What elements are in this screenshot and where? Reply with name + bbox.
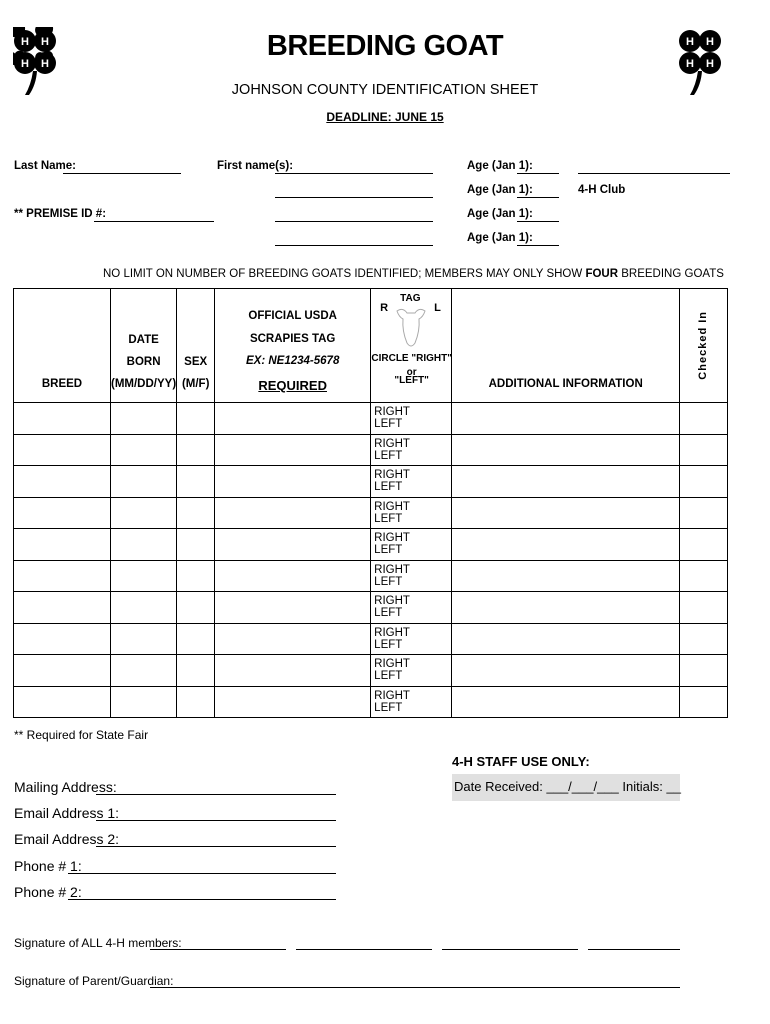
additional-info-cell[interactable] [452, 497, 680, 529]
date-born-cell[interactable] [111, 686, 177, 718]
table-row [14, 497, 728, 529]
checked-in-cell[interactable] [680, 592, 728, 624]
age-label-4: Age (Jan 1): [467, 232, 533, 244]
table-row [14, 403, 728, 435]
checked-in-cell[interactable] [680, 466, 728, 498]
member-signature-field-4[interactable] [588, 939, 680, 950]
svg-text:H: H [21, 58, 29, 70]
additional-info-cell[interactable] [452, 592, 680, 624]
first-name-field-2[interactable] [275, 187, 433, 198]
email-1-label: Email Address 1: [14, 805, 120, 821]
phone-1-field[interactable] [68, 863, 336, 874]
age-field-1[interactable] [517, 163, 559, 174]
right-option[interactable]: RIGHT [374, 469, 410, 482]
show-limit-notice [103, 268, 724, 280]
premise-id-field[interactable] [94, 211, 214, 222]
breed-cell[interactable] [14, 592, 111, 624]
sex-cell[interactable] [177, 403, 215, 435]
ear-left-marker: L [434, 302, 441, 314]
additional-info-cell[interactable] [452, 529, 680, 561]
last-name-field[interactable] [63, 163, 181, 174]
breed-cell[interactable] [14, 623, 111, 655]
mailing-address-label: Mailing Address: [14, 779, 117, 795]
breeding-goat-table [13, 288, 728, 718]
breed-cell[interactable] [14, 560, 111, 592]
checked-in-cell[interactable] [680, 623, 728, 655]
ear-cell[interactable] [371, 466, 452, 498]
svg-text:H: H [41, 36, 49, 48]
ear-right-marker: R [380, 302, 389, 314]
header-checked-in: Checked In [680, 289, 728, 403]
left-option[interactable]: LEFT [374, 449, 403, 462]
additional-info-cell[interactable] [452, 623, 680, 655]
table-row [14, 686, 728, 718]
scrapies-tag-cell[interactable] [215, 623, 371, 655]
scrapies-tag-cell[interactable] [215, 403, 371, 435]
svg-text:H: H [686, 36, 694, 48]
ear-cell[interactable] [371, 497, 452, 529]
additional-info-cell[interactable] [452, 686, 680, 718]
staff-use-title: 4-H STAFF USE ONLY: [452, 754, 590, 769]
date-born-cell[interactable] [111, 560, 177, 592]
scrapies-tag-cell[interactable] [215, 434, 371, 466]
table-row [14, 592, 728, 624]
mailing-address-field[interactable] [96, 784, 336, 795]
parent-signature-field[interactable] [150, 977, 680, 988]
sex-cell[interactable] [177, 560, 215, 592]
ear-cell[interactable] [371, 434, 452, 466]
parent-signature-label: Signature of Parent/Guardian: [14, 974, 174, 988]
checked-in-cell[interactable] [680, 434, 728, 466]
additional-info-cell[interactable] [452, 655, 680, 687]
header-breed: BREED [14, 289, 111, 403]
age-label-3: Age (Jan 1): [467, 208, 533, 220]
sex-cell[interactable] [177, 466, 215, 498]
checked-in-cell[interactable] [680, 655, 728, 687]
member-signature-label: Signature of ALL 4-H members: [14, 936, 182, 950]
date-born-cell[interactable] [111, 592, 177, 624]
date-born-cell[interactable] [111, 623, 177, 655]
date-born-cell[interactable] [111, 434, 177, 466]
left-option[interactable]: LEFT [374, 418, 403, 431]
date-born-cell[interactable] [111, 466, 177, 498]
sex-cell[interactable] [177, 434, 215, 466]
first-name-field-4[interactable] [275, 235, 433, 246]
breed-cell[interactable] [14, 466, 111, 498]
notice-emphasis: FOUR [585, 268, 619, 280]
club-label: 4-H Club [578, 184, 626, 196]
date-born-cell[interactable] [111, 655, 177, 687]
svg-text:H: H [21, 36, 29, 48]
phone-2-field[interactable] [68, 889, 336, 900]
breed-cell[interactable] [14, 403, 111, 435]
date-born-cell[interactable] [111, 403, 177, 435]
left-option[interactable]: LEFT [374, 607, 403, 620]
sex-cell[interactable] [177, 592, 215, 624]
member-signature-field-1[interactable] [150, 939, 286, 950]
left-option[interactable]: LEFT [374, 512, 403, 525]
club-field[interactable] [578, 163, 730, 174]
date-born-cell[interactable] [111, 497, 177, 529]
member-signature-field-2[interactable] [296, 939, 432, 950]
left-option[interactable]: LEFT [374, 701, 403, 714]
left-option[interactable]: LEFT [374, 575, 403, 588]
svg-text:H: H [706, 36, 714, 48]
svg-text:H: H [41, 58, 49, 70]
age-label-1: Age (Jan 1): [467, 160, 533, 172]
left-option[interactable]: LEFT [374, 670, 403, 683]
sex-cell[interactable] [177, 497, 215, 529]
right-option[interactable]: RIGHT [374, 532, 410, 545]
email-2-label: Email Address 2: [14, 831, 120, 847]
right-option[interactable]: RIGHT [374, 406, 410, 419]
table-row [14, 623, 728, 655]
scrapies-tag-cell[interactable] [215, 466, 371, 498]
checked-in-cell[interactable] [680, 403, 728, 435]
first-name-field-1[interactable] [275, 163, 433, 174]
additional-info-cell[interactable] [452, 560, 680, 592]
checked-in-cell[interactable] [680, 529, 728, 561]
phone-2-label: Phone # 2: [14, 884, 82, 900]
breed-cell[interactable] [14, 434, 111, 466]
sex-cell[interactable] [177, 655, 215, 687]
right-option[interactable]: RIGHT [374, 689, 410, 702]
staff-use-box [452, 774, 680, 801]
page-title: BREEDING GOAT [266, 30, 504, 62]
additional-info-cell[interactable] [452, 466, 680, 498]
sex-cell[interactable] [177, 686, 215, 718]
goat-head-icon [393, 305, 429, 351]
date-received: Date Received: ___/___/___ Initials: __ [454, 779, 681, 794]
required-note: ** Required for State Fair [14, 728, 149, 742]
required-label: REQUIRED [258, 377, 327, 393]
breed-cell[interactable] [14, 497, 111, 529]
age-label-2: Age (Jan 1): [467, 184, 533, 196]
left-option[interactable]: LEFT [374, 481, 403, 494]
member-signature-field-3[interactable] [442, 939, 578, 950]
notice-text-end: BREEDING GOATS [621, 268, 724, 280]
ear-cell[interactable] [371, 623, 452, 655]
breed-cell[interactable] [14, 686, 111, 718]
right-option[interactable]: RIGHT [374, 658, 410, 671]
left-option[interactable]: LEFT [374, 544, 403, 557]
additional-info-cell[interactable] [452, 434, 680, 466]
table-row [14, 434, 728, 466]
age-field-2[interactable] [517, 187, 559, 198]
scrapies-tag-cell[interactable] [215, 529, 371, 561]
scrapies-tag-cell[interactable] [215, 655, 371, 687]
ear-cell[interactable] [371, 403, 452, 435]
ear-tag-marker: TAG [400, 293, 421, 304]
notice-text: NO LIMIT ON NUMBER OF BREEDING GOATS IDENTIFIED; MEMBERS MAY ONLY SHOW [103, 268, 583, 280]
first-names-label: First name(s): [217, 160, 294, 172]
age-field-3[interactable] [517, 211, 559, 222]
scrapies-tag-cell[interactable] [215, 686, 371, 718]
breed-cell[interactable] [14, 529, 111, 561]
age-field-4[interactable] [517, 235, 559, 246]
additional-info-cell[interactable] [452, 403, 680, 435]
table-row [14, 560, 728, 592]
sex-cell[interactable] [177, 623, 215, 655]
last-name-label: Last Name: [14, 160, 76, 172]
ear-cell[interactable] [371, 686, 452, 718]
right-option[interactable]: RIGHT [374, 626, 410, 639]
table-row [14, 529, 728, 561]
header-date-born: DATE BORN (MM/DD/YY) [111, 289, 177, 403]
scrapies-tag-cell[interactable] [215, 592, 371, 624]
first-name-field-3[interactable] [275, 211, 433, 222]
sex-cell[interactable] [177, 529, 215, 561]
ear-cell[interactable] [371, 655, 452, 687]
svg-text:H: H [706, 58, 714, 70]
header-additional-info: ADDITIONAL INFORMATION [452, 289, 680, 403]
checked-in-cell[interactable] [680, 560, 728, 592]
header-scrapies-tag: OFFICIAL USDA SCRAPIES TAG EX: NE1234-5678 REQUIRED [215, 289, 371, 403]
right-option[interactable]: RIGHT [374, 595, 410, 608]
phone-1-label: Phone # 1: [14, 858, 82, 874]
right-option[interactable]: RIGHT [374, 563, 410, 576]
circle-instruction-2: "LEFT" [394, 375, 429, 386]
email-2-field[interactable] [96, 836, 336, 847]
header-sex: SEX (M/F) [177, 289, 215, 403]
premise-id-label: ** PREMISE ID #: [14, 208, 107, 220]
svg-text:H: H [686, 58, 694, 70]
ear-cell[interactable] [371, 560, 452, 592]
breed-cell[interactable] [14, 655, 111, 687]
ear-cell[interactable] [371, 592, 452, 624]
checked-in-cell[interactable] [680, 686, 728, 718]
scrapies-tag-cell[interactable] [215, 560, 371, 592]
page-subtitle: JOHNSON COUNTY IDENTIFICATION SHEET [231, 82, 539, 98]
email-1-field[interactable] [96, 810, 336, 821]
circle-instruction: CIRCLE "RIGHT" or [371, 353, 452, 378]
right-option[interactable]: RIGHT [374, 437, 410, 450]
checked-in-cell[interactable] [680, 497, 728, 529]
table-row [14, 655, 728, 687]
header-ear-tag [371, 289, 452, 403]
ear-cell[interactable] [371, 529, 452, 561]
right-option[interactable]: RIGHT [374, 500, 410, 513]
scrapies-tag-cell[interactable] [215, 497, 371, 529]
deadline: DEADLINE: JUNE 15 [326, 110, 444, 124]
date-born-cell[interactable] [111, 529, 177, 561]
table-row [14, 466, 728, 498]
left-option[interactable]: LEFT [374, 638, 403, 651]
